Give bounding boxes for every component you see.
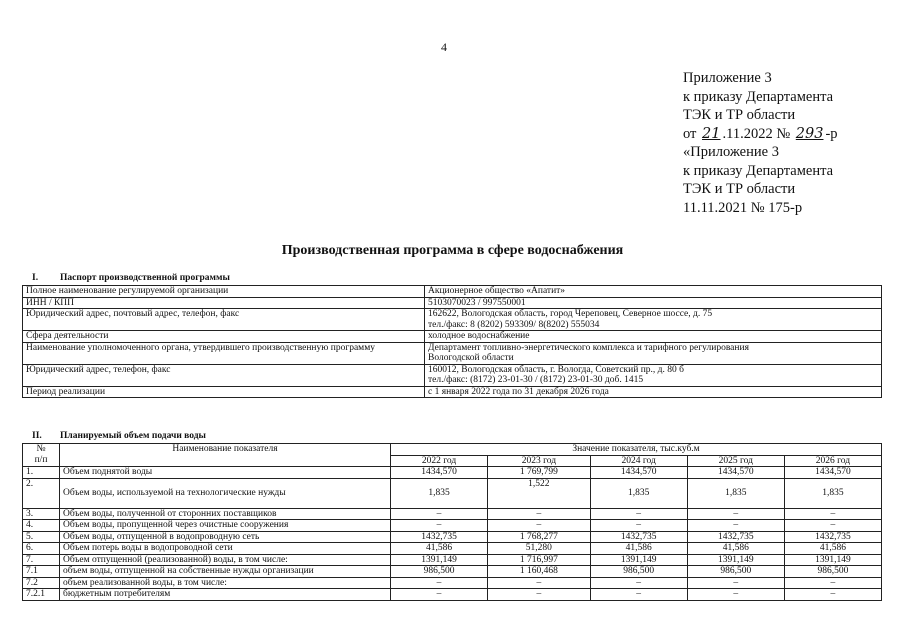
passport-row xyxy=(23,331,882,343)
passport-value-line: 5103070023 / 997550001 xyxy=(428,297,526,308)
passport-label: Сфера деятельности xyxy=(23,331,425,343)
row-number: 4. xyxy=(23,520,60,532)
row-number: 7.2 xyxy=(23,577,60,589)
row-name: Объем воды, пропущенной через очистные сооружения xyxy=(60,520,391,532)
col-num-line1: № xyxy=(36,444,46,454)
row-value: 41,586 xyxy=(590,543,687,555)
row-value: 1 160,468 xyxy=(488,566,591,578)
appendix-line: ТЭК и ТР области xyxy=(683,107,796,123)
passport-value-line: холодное водоснабжение xyxy=(428,331,530,341)
row-value: – xyxy=(590,520,687,532)
row-value: 41,586 xyxy=(391,543,488,555)
row-value: 986,500 xyxy=(590,566,687,578)
row-value: – xyxy=(687,577,784,589)
row-value: 1432,735 xyxy=(590,531,687,543)
page-number: 4 xyxy=(441,40,447,54)
row-value: – xyxy=(391,577,488,589)
row-number: 7.1 xyxy=(23,566,60,578)
row-value: 1434,570 xyxy=(590,467,687,479)
row-name: Объем воды, отпущенной в водопроводную сеть xyxy=(60,531,391,543)
section2-title: Планируемый объем подачи воды xyxy=(60,431,206,441)
passport-row xyxy=(23,297,882,309)
passport-value-line: 162622, Вологодская область, город Череповец, Северное шоссе, д. 75 xyxy=(428,309,713,319)
row-value: 1,835 xyxy=(784,478,881,508)
row-value: 1391,149 xyxy=(784,554,881,566)
order-date-prefix: от xyxy=(683,125,701,142)
appendix-line: 11.11.2021 № 175-р xyxy=(683,199,803,216)
order-number-handwritten: 293 xyxy=(795,125,824,142)
year-header: 2023 год xyxy=(488,455,591,467)
appendix-line: ТЭК и ТР области xyxy=(683,181,796,197)
row-value: 1432,735 xyxy=(687,531,784,543)
passport-value xyxy=(425,297,882,309)
table-row xyxy=(23,543,882,555)
passport-value-line: 160012, Вологодская область, г. Вологда, Советский пр., д. 80 б xyxy=(428,364,684,375)
row-name: Объем потерь воды в водопроводной сети xyxy=(60,543,391,555)
passport-label: Юридический адрес, телефон, факс xyxy=(23,364,425,386)
passport-row xyxy=(23,364,882,386)
row-value: 1,835 xyxy=(687,478,784,508)
row-value: – xyxy=(488,577,591,589)
row-value: 1434,570 xyxy=(784,467,881,479)
water-volume-table xyxy=(22,443,882,601)
table-row xyxy=(23,566,882,578)
order-day-handwritten: 21 xyxy=(702,125,721,142)
passport-value xyxy=(425,342,882,364)
passport-row xyxy=(23,342,882,364)
row-value: 51,280 xyxy=(488,543,591,555)
table-row xyxy=(23,508,882,520)
row-value: 1 716,997 xyxy=(488,554,591,566)
row-value: 1391,149 xyxy=(687,554,784,566)
row-value: 1391,149 xyxy=(391,554,488,566)
row-number: 7. xyxy=(23,554,60,566)
row-name: Объем отпущенной (реализованной) воды, в том числе: xyxy=(60,554,391,566)
row-number: 7.2.1 xyxy=(23,589,60,601)
row-value: 1391,149 xyxy=(590,554,687,566)
row-value: 1 769,799 xyxy=(488,467,591,479)
row-value: 1434,570 xyxy=(687,467,784,479)
section2-roman: II. xyxy=(32,431,42,441)
row-value: 1,835 xyxy=(391,478,488,508)
col-name-header: Наименование показателя xyxy=(60,444,391,467)
row-value: 1 768,277 xyxy=(488,531,591,543)
row-number: 3. xyxy=(23,508,60,520)
row-value: 1432,735 xyxy=(784,531,881,543)
row-value: – xyxy=(784,589,881,601)
row-value: – xyxy=(784,520,881,532)
row-name: бюджетным потребителям xyxy=(60,589,391,601)
passport-row xyxy=(23,386,882,398)
appendix-line: Приложение 3 xyxy=(683,70,772,86)
year-header: 2022 год xyxy=(391,455,488,467)
row-value: 1434,570 xyxy=(391,467,488,479)
row-value: 41,586 xyxy=(687,543,784,555)
passport-label: ИНН / КПП xyxy=(23,297,425,309)
section1-roman: I. xyxy=(32,273,39,283)
row-value: – xyxy=(391,508,488,520)
row-value: 986,500 xyxy=(391,566,488,578)
row-name: объем реализованной воды, в том числе: xyxy=(60,577,391,589)
section1-title: Паспорт производственной программы xyxy=(60,273,230,283)
passport-label: Полное наименование регулируемой организации xyxy=(23,286,425,298)
passport-label: Юридический адрес, почтовый адрес, телефон, факс xyxy=(23,309,425,331)
order-date-rest: .11.2022 № xyxy=(722,125,794,142)
passport-value xyxy=(425,364,882,386)
year-header: 2026 год xyxy=(784,455,881,467)
table-row xyxy=(23,520,882,532)
row-value: – xyxy=(488,520,591,532)
table-row xyxy=(23,467,882,479)
row-value: – xyxy=(590,508,687,520)
document-title: Производственная программа в сфере водоснабжения xyxy=(281,243,624,258)
table-row xyxy=(23,589,882,601)
row-number: 2. xyxy=(23,478,60,508)
row-value: – xyxy=(590,577,687,589)
passport-value-line: Акционерное общество «Апатит» xyxy=(428,286,566,296)
row-value: – xyxy=(488,589,591,601)
appendix-line: «Приложение 3 xyxy=(683,144,779,160)
col-num-header xyxy=(23,444,60,467)
appendix-line: к приказу Департамента xyxy=(683,162,834,179)
passport-value-line: тел./факс: 8 (8202) 593309/ 8(8202) 555034 xyxy=(428,319,600,330)
col-group-header: Значение показателя, тыс.куб.м xyxy=(391,444,882,456)
row-value: – xyxy=(391,520,488,532)
passport-value xyxy=(425,331,882,343)
passport-row xyxy=(23,309,882,331)
passport-label: Наименование уполномоченного органа, утвердившего производственную программу xyxy=(23,342,425,364)
row-value: 986,500 xyxy=(784,566,881,578)
year-header: 2024 год xyxy=(590,455,687,467)
passport-value-line: Вологодской области xyxy=(428,353,514,363)
row-value: – xyxy=(590,589,687,601)
row-value: 1,835 xyxy=(590,478,687,508)
row-number: 1. xyxy=(23,467,60,479)
row-value: – xyxy=(687,520,784,532)
row-value: – xyxy=(784,508,881,520)
row-value: 41,586 xyxy=(784,543,881,555)
passport-table xyxy=(22,285,882,398)
passport-value xyxy=(425,309,882,331)
row-number: 6. xyxy=(23,543,60,555)
row-name: Объем поднятой воды xyxy=(60,467,391,479)
row-name: Объем воды, полученной от сторонних поставщиков xyxy=(60,508,391,520)
row-name: объем воды, отпущенной на собственные нужды организации xyxy=(60,566,391,578)
order-date-line xyxy=(683,125,838,144)
row-value: – xyxy=(687,589,784,601)
row-value: – xyxy=(488,508,591,520)
col-num-line2: п/п xyxy=(34,454,48,465)
row-value: – xyxy=(784,577,881,589)
table-row xyxy=(23,577,882,589)
section1-heading xyxy=(32,273,230,283)
row-value: 1,522 xyxy=(488,478,591,508)
passport-value-line: Департамент топливно-энергетического комплекса и тарифного регулирования xyxy=(428,342,749,353)
row-value: 986,500 xyxy=(687,566,784,578)
appendix-block xyxy=(683,69,838,217)
row-value: 1432,735 xyxy=(391,531,488,543)
passport-value-line: с 1 января 2022 года по 31 декабря 2026 года xyxy=(428,386,609,397)
table-row xyxy=(23,554,882,566)
row-value: – xyxy=(391,589,488,601)
table-row xyxy=(23,478,882,508)
section2-heading xyxy=(32,431,206,441)
row-name: Объем воды, используемой на технологические нужды xyxy=(60,478,391,508)
appendix-line: к приказу Департамента xyxy=(683,88,834,105)
passport-row xyxy=(23,286,882,298)
passport-value-line: тел./факс: (8172) 23-01-30 / (8172) 23-01-30 доб. 1415 xyxy=(428,375,644,385)
passport-value xyxy=(425,286,882,298)
row-value: – xyxy=(687,508,784,520)
table-row xyxy=(23,531,882,543)
order-suffix: -р xyxy=(825,125,838,142)
year-header: 2025 год xyxy=(687,455,784,467)
passport-value xyxy=(425,386,882,398)
passport-label: Период реализации xyxy=(23,386,425,398)
row-number: 5. xyxy=(23,531,60,543)
